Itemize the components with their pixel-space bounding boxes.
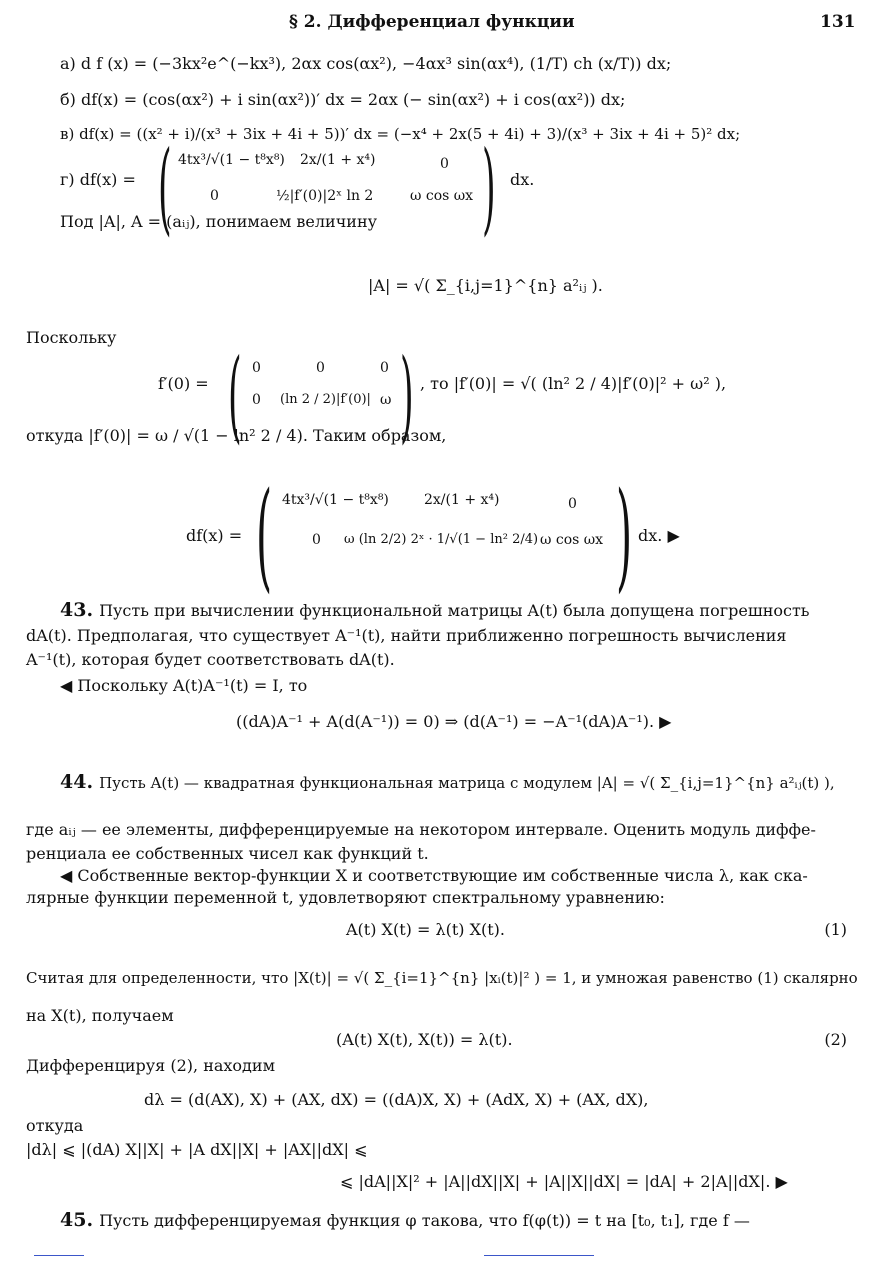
matrix-cell: 0 [252, 360, 261, 376]
right-paren: ) [616, 466, 633, 604]
matrix-cell: ω [380, 392, 392, 408]
matrix-cell: 4tx³/√(1 − t⁸x⁸) [282, 492, 389, 508]
problem-number: 43. [60, 599, 94, 621]
since-word: Поскольку [26, 328, 117, 347]
matrix-cell: 4tx³/√(1 − t⁸x⁸) [178, 152, 285, 168]
inequality-line-2: ⩽ |dA||X|² + |A||dX||X| + |A||X||dX| = |dA| + 2|A||dX|. ▶ [340, 1172, 788, 1191]
matrix-cell: ½|f′(0)|2ˣ ln 2 [276, 188, 374, 204]
problem-number: 45. [60, 1210, 94, 1230]
problem-45 [60, 1210, 750, 1230]
left-paren: ( [256, 466, 273, 604]
equation-g-suffix: dx. [510, 170, 535, 189]
norm-equation: |A| = √( Σ_{i,j=1}^{n} a²ᵢⱼ ). [368, 276, 603, 295]
equation-a: а) d f (x) = (−3kx²e^(−kx³), 2αx cos(αx²), −4αx³ sin(αx⁴), (1/T) ch (x/T)) dx; [60, 54, 672, 73]
equation-number: (1) [824, 920, 847, 939]
page-number: 131 [820, 12, 856, 32]
differential-equation: dλ = (d(AX), X) + (AX, dX) = ((dA)X, X) + (AdX, X) + (AX, dX), [144, 1090, 649, 1109]
section-title: § 2. Дифференциал функции [289, 12, 575, 32]
solution-text: ◀ Собственные вектор-функции X и соответствующие им собственные числа λ, как ска- [60, 866, 808, 885]
equation-b: б) df(x) = (cos(αx²) + i sin(αx²))′ dx = 2αx (− sin(αx²) + i cos(αx²)) dx; [60, 90, 626, 109]
fprime-lhs: f′(0) = [158, 374, 209, 393]
problem-text: Пусть дифференцируемая функция φ такова, что f(φ(t)) = t на [t₀, t₁], где f — [99, 1211, 750, 1230]
problem-text: Пусть A(t) — квадратная функциональная матрица с модулем |A| = √( Σ_{i,j=1}^{n} a²ᵢⱼ(t) ), [99, 774, 835, 792]
problem-text: dA(t). Предполагая, что существует A⁻¹(t), найти приближенно погрешность вычисления [26, 626, 787, 645]
solution-text: лярные функции переменной t, удовлетворяют спектральному уравнению: [26, 888, 665, 907]
equation-number: (2) [824, 1030, 847, 1049]
df-final-lhs: df(x) = [186, 526, 243, 545]
solution-text: на X(t), получаем [26, 1006, 174, 1025]
matrix-cell: 0 [380, 360, 389, 376]
problem-number: 44. [60, 771, 94, 793]
equation-2: (A(t) X(t), X(t)) = λ(t). [336, 1030, 513, 1049]
matrix-cell: 0 [568, 496, 577, 512]
matrix-cell: 0 [316, 360, 325, 376]
problem-text: A⁻¹(t), которая будет соответствовать dA(t). [26, 650, 395, 669]
right-paren: ) [482, 129, 496, 246]
matrix-cell: ω (ln 2/2) 2ˣ · 1/√(1 − ln² 2/4) [344, 532, 539, 547]
matrix-cell: 0 [312, 532, 321, 548]
matrix-cell: ω cos ωx [540, 532, 604, 548]
matrix-cell: 0 [210, 188, 219, 204]
footer-link-line [34, 1255, 84, 1256]
equation-1: A(t) X(t) = λ(t) X(t). [346, 920, 505, 939]
solution-text: Дифференцируя (2), находим [26, 1056, 276, 1075]
right-paren: ) [400, 337, 414, 454]
matrix-cell: 2x/(1 + x⁴) [424, 492, 500, 508]
left-paren: ( [228, 337, 242, 454]
solution-equation: ((dA)A⁻¹ + A(d(A⁻¹)) = 0) ⇒ (d(A⁻¹) = −A⁻¹(dA)A⁻¹). ▶ [236, 712, 672, 731]
df-final-suffix: dx. ▶ [638, 526, 680, 545]
equation-g-prefix: г) df(x) = [60, 170, 136, 189]
matrix-cell: 0 [440, 156, 449, 172]
problem-text: Пусть при вычислении функциональной матрицы A(t) была допущена погрешность [99, 601, 810, 620]
matrix-cell: 2x/(1 + x⁴) [300, 152, 376, 168]
problem-text: ренциала ее собственных чисел как функций t. [26, 844, 429, 863]
problem-text: где aᵢⱼ — ее элементы, дифференцируемые на некотором интервале. Оценить модуль диффе- [26, 820, 816, 839]
solution-text: откуда [26, 1116, 84, 1135]
left-paren: ( [158, 129, 172, 246]
norm-intro-line: Под |A|, A = (aᵢⱼ), понимаем величину [60, 212, 378, 231]
whence-line: откуда |f′(0)| = ω / √(1 − ln² 2 / 4). Таким образом, [26, 426, 447, 445]
matrix-cell: 0 [252, 392, 261, 408]
assume-line: Считая для определенности, что |X(t)| = √( Σ_{i=1}^{n} |xᵢ(t)|² ) = 1, и умножая равенство (1) скалярно [26, 969, 858, 987]
solution-text: ◀ Поскольку A(t)A⁻¹(t) = I, то [60, 676, 308, 695]
equation-v: в) df(x) = ((x² + i)/(x³ + 3ix + 4i + 5))′ dx = (−x⁴ + 2x(5 + 4i) + 3)/(x³ + 3ix + 4i + 5)² dx; [60, 125, 741, 143]
matrix-cell: (ln 2 / 2)|f′(0)| [280, 392, 371, 407]
footer-link-line [484, 1255, 594, 1256]
matrix-cell: ω cos ωx [410, 188, 474, 204]
inequality-line-1: |dλ| ⩽ |(dA) X||X| + |A dX||X| + |AX||dX| ⩽ [26, 1140, 368, 1159]
fprime-rhs: , то |f′(0)| = √( (ln² 2 / 4)|f′(0)|² + ω² ), [420, 374, 727, 393]
